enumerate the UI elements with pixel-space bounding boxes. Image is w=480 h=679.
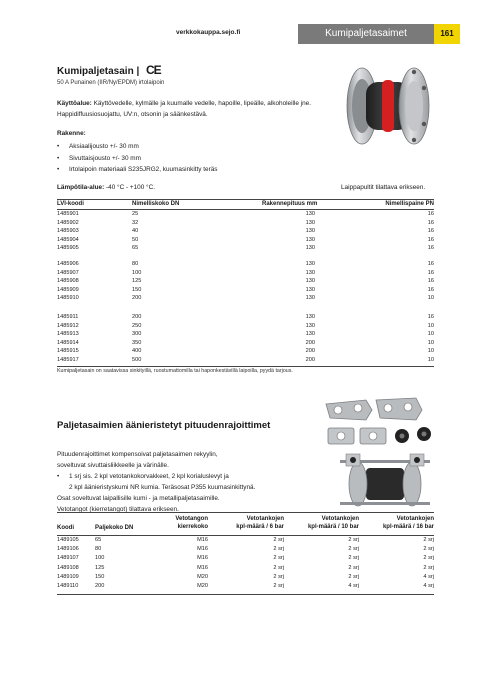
- table1-cell: 80: [132, 261, 139, 267]
- product2-notes: Osat soveltuvat laipallisille kumi - ja metallipaljetasaimille. Vetotangot (kierretangot) tilattava erikseen.: [57, 495, 220, 513]
- header-url[interactable]: verkkokauppa.sejo.fi: [176, 29, 241, 36]
- structure-item: • Sivuttaisjousto +/- 30 mm: [57, 155, 141, 162]
- table2-cell: 2 srj: [273, 546, 284, 553]
- product2-table: [57, 512, 434, 594]
- product1-table: [57, 201, 434, 367]
- table2-cell: M16: [197, 546, 208, 553]
- table1-top-rule: [57, 199, 434, 200]
- table2-cell: 80: [95, 546, 102, 553]
- table1-cell: 10: [427, 322, 434, 329]
- table1-cell: 130: [305, 286, 315, 293]
- table1-cell: 16: [427, 278, 434, 285]
- table1-cell: 200: [305, 357, 315, 363]
- table2-cell: 1489105: [57, 537, 79, 543]
- table2-cell: 4 srj: [423, 583, 434, 589]
- table2-cell: 2 srj: [273, 555, 284, 562]
- table1-cell: 100: [132, 269, 142, 276]
- table1-cell: 40: [132, 228, 139, 235]
- table1-cell: 130: [305, 245, 315, 252]
- table1-cell: 130: [305, 295, 315, 302]
- table1-cell: 50: [132, 236, 139, 243]
- table1-cell: 130: [305, 219, 315, 226]
- table2-header-cell: Vetotankojen: [246, 516, 284, 522]
- table1-cell: 16: [427, 269, 434, 276]
- table1-header-pressure: Nimellispaine PN: [385, 201, 434, 207]
- table1-cell: 1485914: [57, 339, 79, 346]
- table2-cell: 150: [95, 573, 105, 580]
- table2-header-cell: Vetotankojen: [321, 516, 359, 522]
- table1-cell: 1485912: [57, 322, 79, 329]
- table2-cell: 65: [95, 537, 102, 543]
- table2-header-cell: kpl-määrä / 16 bar: [382, 524, 434, 530]
- table1-cell: 65: [132, 245, 139, 252]
- structure-heading: Rakenne:: [57, 130, 86, 137]
- table1-cell: 200: [132, 295, 142, 302]
- table2-cell: M16: [197, 555, 208, 562]
- table1-cell: 32: [132, 219, 139, 226]
- table1-cell: 16: [427, 211, 434, 217]
- table2-cell: M20: [197, 583, 208, 589]
- table1-cell: 16: [427, 286, 434, 293]
- table1-cell: 10: [427, 339, 434, 346]
- table1-header-length: Rakennepituus mm: [262, 201, 318, 207]
- table1-cell: 350: [132, 339, 142, 346]
- table1-cell: 1485910: [57, 295, 79, 302]
- table1-cell: 130: [305, 331, 315, 338]
- ce-mark-icon: CE: [146, 63, 161, 77]
- table1-cell: 10: [427, 295, 434, 302]
- table1-cell: 16: [427, 245, 434, 252]
- length-limiter-parts-image: [322, 394, 440, 448]
- table2-cell: 1489107: [57, 555, 79, 562]
- table2-cell: 2 srj: [348, 555, 359, 562]
- table2-bottom-rule: [57, 594, 434, 595]
- table1-cell: 1485901: [57, 211, 79, 217]
- table1-cell: 400: [132, 348, 142, 355]
- table1-cell: 130: [305, 236, 315, 243]
- table1-cell: 1485911: [57, 314, 79, 320]
- table2-cell: 2 srj: [348, 537, 359, 543]
- table1-cell: 200: [305, 339, 315, 346]
- table1-cell: 1485905: [57, 245, 79, 252]
- product1-footnote: Kumipaljetasain on saatavissa sinkityillä, ruostumattomilla tai haponkestävillä laipoilla, pyydä tarjous.: [57, 368, 293, 374]
- table2-cell: 2 srj: [348, 573, 359, 580]
- table1-cell: 130: [305, 261, 315, 267]
- table1-header-size: Nimelliskoko DN: [132, 201, 180, 207]
- table2-header-cell: Koodi: [57, 525, 74, 531]
- table1-cell: 10: [427, 348, 434, 355]
- table2-header-cell: kpl-määrä / 10 bar: [307, 524, 359, 530]
- table1-cell: 1485913: [57, 331, 79, 338]
- table2-cell: 125: [95, 564, 105, 571]
- page-header: [0, 24, 480, 44]
- table1-cell: 125: [132, 278, 142, 285]
- flange-bolts-note: Laippapultit tilattava erikseen.: [341, 184, 426, 191]
- table1-cell: 16: [427, 228, 434, 235]
- table1-cell: 130: [305, 269, 315, 276]
- table2-cell: 2 srj: [348, 564, 359, 571]
- table2-cell: 2 srj: [273, 537, 284, 543]
- table2-cell: M16: [197, 564, 208, 571]
- table2-cell: 1489109: [57, 573, 79, 580]
- table1-cell: 1485906: [57, 261, 79, 267]
- table1-cell: 200: [132, 314, 142, 320]
- table2-cell: 2 srj: [423, 537, 434, 543]
- table2-cell: M20: [197, 573, 208, 580]
- table2-cell: 2 srj: [423, 564, 434, 571]
- table2-header-cell: kierrekoko: [177, 524, 208, 530]
- table1-cell: 1485915: [57, 348, 79, 355]
- table1-cell: 130: [305, 314, 315, 320]
- table2-header-cell: Vetotankojen: [396, 516, 434, 522]
- table1-cell: 1485904: [57, 236, 79, 243]
- usage-paragraph: Käyttöalue: Käyttövedelle, kylmälle ja kuumalle vedelle, hapoille, lipeälle, alkoholeille jne. Happidiffuusiosuojattu, UV:n, otsonin ja säänkestävä.: [57, 100, 312, 118]
- table1-cell: 300: [132, 331, 142, 338]
- table1-cell: 250: [132, 322, 142, 329]
- table2-header-cell: kpl-määrä / 6 bar: [236, 524, 284, 530]
- table1-cell: 1485907: [57, 269, 79, 276]
- product1-subtitle: 50 A Punainen (IIR/Ny/EPDM) irtolaipoin: [57, 80, 165, 86]
- table1-cell: 500: [132, 357, 142, 363]
- rubber-bellows-image: [338, 64, 436, 146]
- table2-cell: 100: [95, 555, 105, 562]
- table1-cell: 1485908: [57, 278, 79, 285]
- table1-cell: 10: [427, 331, 434, 338]
- table1-cell: 10: [427, 357, 434, 363]
- temperature-range: Lämpötila-alue: -40 °C - +100 °C.: [57, 184, 155, 191]
- table1-cell: 200: [305, 348, 315, 355]
- table2-cell: 1489108: [57, 564, 79, 571]
- table1-cell: 1485909: [57, 286, 79, 293]
- table1-cell: 16: [427, 236, 434, 243]
- table1-cell: 150: [132, 286, 142, 293]
- structure-item: • Irtolaipoin materiaali S235JRG2, kuumasinkitty teräs: [57, 166, 218, 173]
- table2-cell: 200: [95, 583, 105, 589]
- page-number: 161: [434, 24, 460, 44]
- table1-cell: 130: [305, 228, 315, 235]
- table2-cell: 2 srj: [273, 573, 284, 580]
- table1-bottom-rule: [57, 366, 434, 367]
- table2-cell: M16: [197, 537, 208, 543]
- table2-header-cell: Vetotangon: [175, 516, 208, 522]
- product2-title: Paljetasaimien äänieristetyt pituudenrajoittimet: [57, 420, 271, 431]
- table1-cell: 25: [132, 211, 139, 217]
- table2-cell: 1489110: [57, 583, 79, 589]
- table2-cell: 4 srj: [423, 573, 434, 580]
- table1-cell: 1485902: [57, 219, 79, 226]
- table1-cell: 16: [427, 219, 434, 226]
- table2-cell: 2 srj: [348, 546, 359, 553]
- table1-cell: 130: [305, 322, 315, 329]
- installed-limiter-image: [336, 448, 434, 510]
- table1-cell: 16: [427, 261, 434, 267]
- structure-item: • Aksiaalijousto +/- 30 mm: [57, 143, 139, 150]
- table2-cell: 2 srj: [423, 546, 434, 553]
- table2-header-rule: [57, 535, 434, 536]
- product2-description: Pituudenrajoittimet kompensoivat paljetasaimen rekyylin, soveltuvat sivuttaisliikkeelle ja värinälle.: [57, 451, 218, 469]
- header-section-title: Kumipaljetasaimet: [298, 24, 434, 44]
- table2-cell: 4 srj: [348, 583, 359, 589]
- product1-title: Kumipaljetasain |: [57, 66, 140, 77]
- table1-cell: 130: [305, 278, 315, 285]
- table1-cell: 130: [305, 211, 315, 217]
- table2-cell: 2 srj: [273, 564, 284, 571]
- table2-cell: 1489106: [57, 546, 79, 553]
- table2-cell: 2 srj: [423, 555, 434, 562]
- table1-cell: 1485917: [57, 357, 79, 363]
- table2-header-cell: Paljekoko DN: [95, 525, 134, 531]
- table1-header-code: LVI-koodi: [57, 201, 84, 207]
- table1-cell: 16: [427, 314, 434, 320]
- table1-cell: 1485903: [57, 228, 79, 235]
- product2-bullet: • 1 srj sis. 2 kpl vetotankokorvakkeet, 2 kpl korialuslevyt ja 2 kpl äänieristyskumi NR kumia. Teräsosat P355 kuumasinkittynä.: [57, 473, 256, 491]
- table2-cell: 2 srj: [273, 583, 284, 589]
- table1-header-rule: [57, 209, 434, 210]
